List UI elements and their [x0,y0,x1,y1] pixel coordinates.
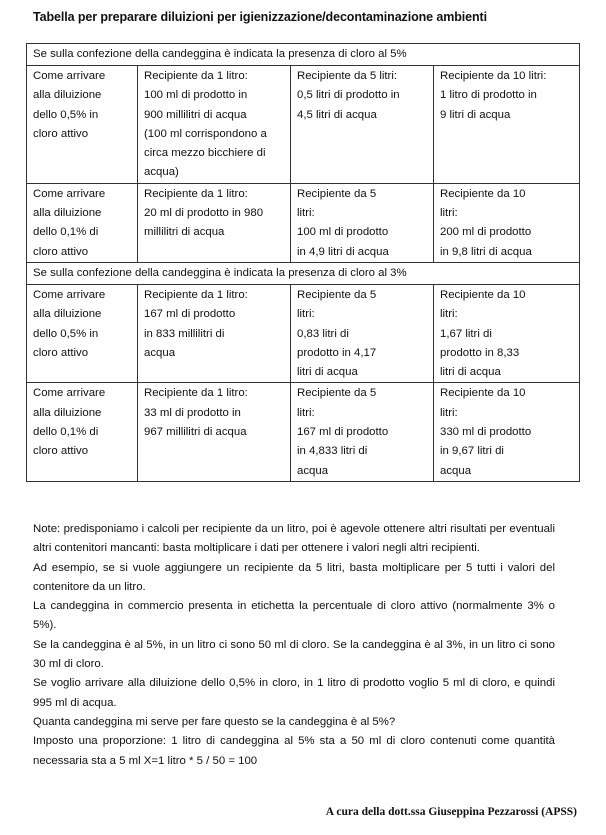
cell-line: acqua) [144,166,179,179]
cell-line: Recipiente da 5 [297,187,377,200]
note-paragraph: Se voglio arrivare alla diluizione dello 0,5% in cloro, in 1 litro di prodotto voglio 5 ml di cloro, e quindi 995 ml di acqua. [33,677,555,709]
footer-credit: A cura della dott.ssa Giuseppina Pezzarossi (APSS) [325,806,577,818]
cell-line: Recipiente da 5 litri: [297,70,398,82]
dilution-table [26,43,580,482]
note-paragraph: Quanta candeggina mi serve per fare questo se la candeggina è al 5%? [33,715,396,728]
dilution-label-cell [27,383,138,481]
cell-line: 1 litro di prodotto in [440,89,537,102]
container-10l-cell [434,284,580,382]
cell-line: 967 millilitri di acqua [144,426,247,439]
cell-line: dello 0,1% di [33,426,99,439]
dilution-label-cell [27,66,138,184]
section-header: Se sulla confezione della candeggina è indicata la presenza di cloro al 5% [27,44,580,66]
dilution-label-cell [27,183,138,262]
cell-line: litri: [297,406,315,419]
notes-section [33,520,555,771]
cell-line: alla diluizione [33,308,102,321]
container-5l-cell [291,183,434,262]
cell-line: Recipiente da 1 litro: [144,70,248,82]
cell-line: millilitri di acqua [144,226,225,239]
container-1l-cell [138,284,291,382]
cell-line: in 4,833 litri di [297,445,368,458]
cell-line: prodotto in 4,17 [297,346,377,359]
cell-line: alla diluizione [33,89,102,102]
cell-line: 9 litri di acqua [440,108,511,121]
cell-line: 900 millilitri di acqua [144,108,247,121]
cell-line: circa mezzo bicchiere di [144,147,266,160]
cell-line: acqua [297,464,329,477]
cell-line: cloro attivo [33,445,89,458]
cell-line: Come arrivare [33,387,106,400]
section-header: Se sulla confezione della candeggina è indicata la presenza di cloro al 3% [27,262,580,284]
cell-line: 33 ml di prodotto in [144,406,241,419]
cell-line: dello 0,1% di [33,226,99,239]
cell-line: litri: [297,308,315,321]
cell-line: cloro attivo [33,127,89,140]
cell-line: Recipiente da 10 [440,387,526,400]
cell-line: 4,5 litri di acqua [297,108,377,121]
container-1l-cell [138,66,291,184]
container-1l-cell [138,183,291,262]
cell-line: litri di acqua [297,366,358,379]
cell-line: 167 ml di prodotto [144,308,236,321]
cell-line: litri: [297,207,315,220]
cell-line: Recipiente da 10 litri: [440,70,547,82]
cell-line: acqua [144,346,176,359]
note-paragraph: Imposto una proporzione: 1 litro di candeggina al 5% sta a 50 ml di cloro contenuti come quantità necessaria sta a 5 ml X=1 litro * 5 / 50 = 100 [33,735,555,767]
cell-line: in 9,67 litri di [440,445,504,458]
cell-line: dello 0,5% in [33,108,99,121]
note-paragraph: Se la candeggina è al 5%, in un litro ci sono 50 ml di cloro. Se la candeggina è al 3%, in un litro ci sono 30 ml di cloro. [33,638,555,671]
note-paragraph: Note: predisponiamo i calcoli per recipiente da un litro, poi è agevole ottenere altri risultati per eventuali altri contenitori mancanti: basta moltiplicare i dati per ottenere i valori negli altri recipienti. [33,523,555,555]
cell-line: litri: [440,207,458,220]
cell-line: 1,67 litri di [440,327,492,340]
cell-line: 200 ml di prodotto [440,226,532,239]
cell-line: 100 ml di prodotto in [144,89,248,102]
page-title: Tabella per preparare diluizioni per igienizzazione/decontaminazione ambienti [33,10,487,24]
cell-line: 100 ml di prodotto [297,226,389,239]
container-5l-cell [291,66,434,184]
cell-line: alla diluizione [33,406,102,419]
container-5l-cell [291,383,434,481]
cell-line: in 833 millilitri di [144,327,225,340]
cell-line: Recipiente da 1 litro: [144,387,248,400]
section-header-row [27,44,580,66]
cell-line: 20 ml di prodotto in 980 [144,207,264,220]
dilution-label-cell [27,284,138,382]
table-row [27,284,580,382]
cell-line: 330 ml di prodotto [440,426,532,439]
cell-line: litri di acqua [440,366,501,379]
cell-line: in 4,9 litri di acqua [297,245,389,258]
container-10l-cell [434,66,580,184]
cell-line: Come arrivare [33,288,106,301]
cell-line: dello 0,5% in [33,327,99,340]
cell-line: litri: [440,406,458,419]
container-10l-cell [434,183,580,262]
cell-line: Recipiente da 5 [297,288,377,301]
container-1l-cell [138,383,291,481]
container-10l-cell [434,383,580,481]
cell-line: cloro attivo [33,346,89,359]
table-row [27,183,580,262]
cell-line: Come arrivare [33,70,106,82]
container-5l-cell [291,284,434,382]
cell-line: acqua [440,464,472,477]
cell-line: Recipiente da 10 [440,288,526,301]
cell-line: Recipiente da 1 litro: [144,187,248,200]
table-row [27,66,580,184]
cell-line: 0,5 litri di prodotto in [297,89,400,102]
cell-line: 167 ml di prodotto [297,426,389,439]
cell-line: prodotto in 8,33 [440,346,520,359]
cell-line: (100 ml corrispondono a [144,127,267,140]
cell-line: Come arrivare [33,187,106,200]
cell-line: litri: [440,308,458,321]
cell-line: alla diluizione [33,207,102,220]
cell-line: Recipiente da 10 [440,187,526,200]
table-row [27,383,580,481]
note-paragraph: La candeggina in commercio presenta in etichetta la percentuale di cloro attivo (normalmente 3% o 5%). [33,600,555,632]
cell-line: Recipiente da 5 [297,387,377,400]
cell-line: cloro attivo [33,245,89,258]
cell-line: 0,83 litri di [297,327,349,340]
section-header-row [27,262,580,284]
cell-line: Recipiente da 1 litro: [144,288,248,301]
note-paragraph: Ad esempio, se si vuole aggiungere un recipiente da 5 litri, basta moltiplicare per 5 tutti i valori del contenitore da un litro. [33,561,555,593]
cell-line: in 9,8 litri di acqua [440,245,532,258]
